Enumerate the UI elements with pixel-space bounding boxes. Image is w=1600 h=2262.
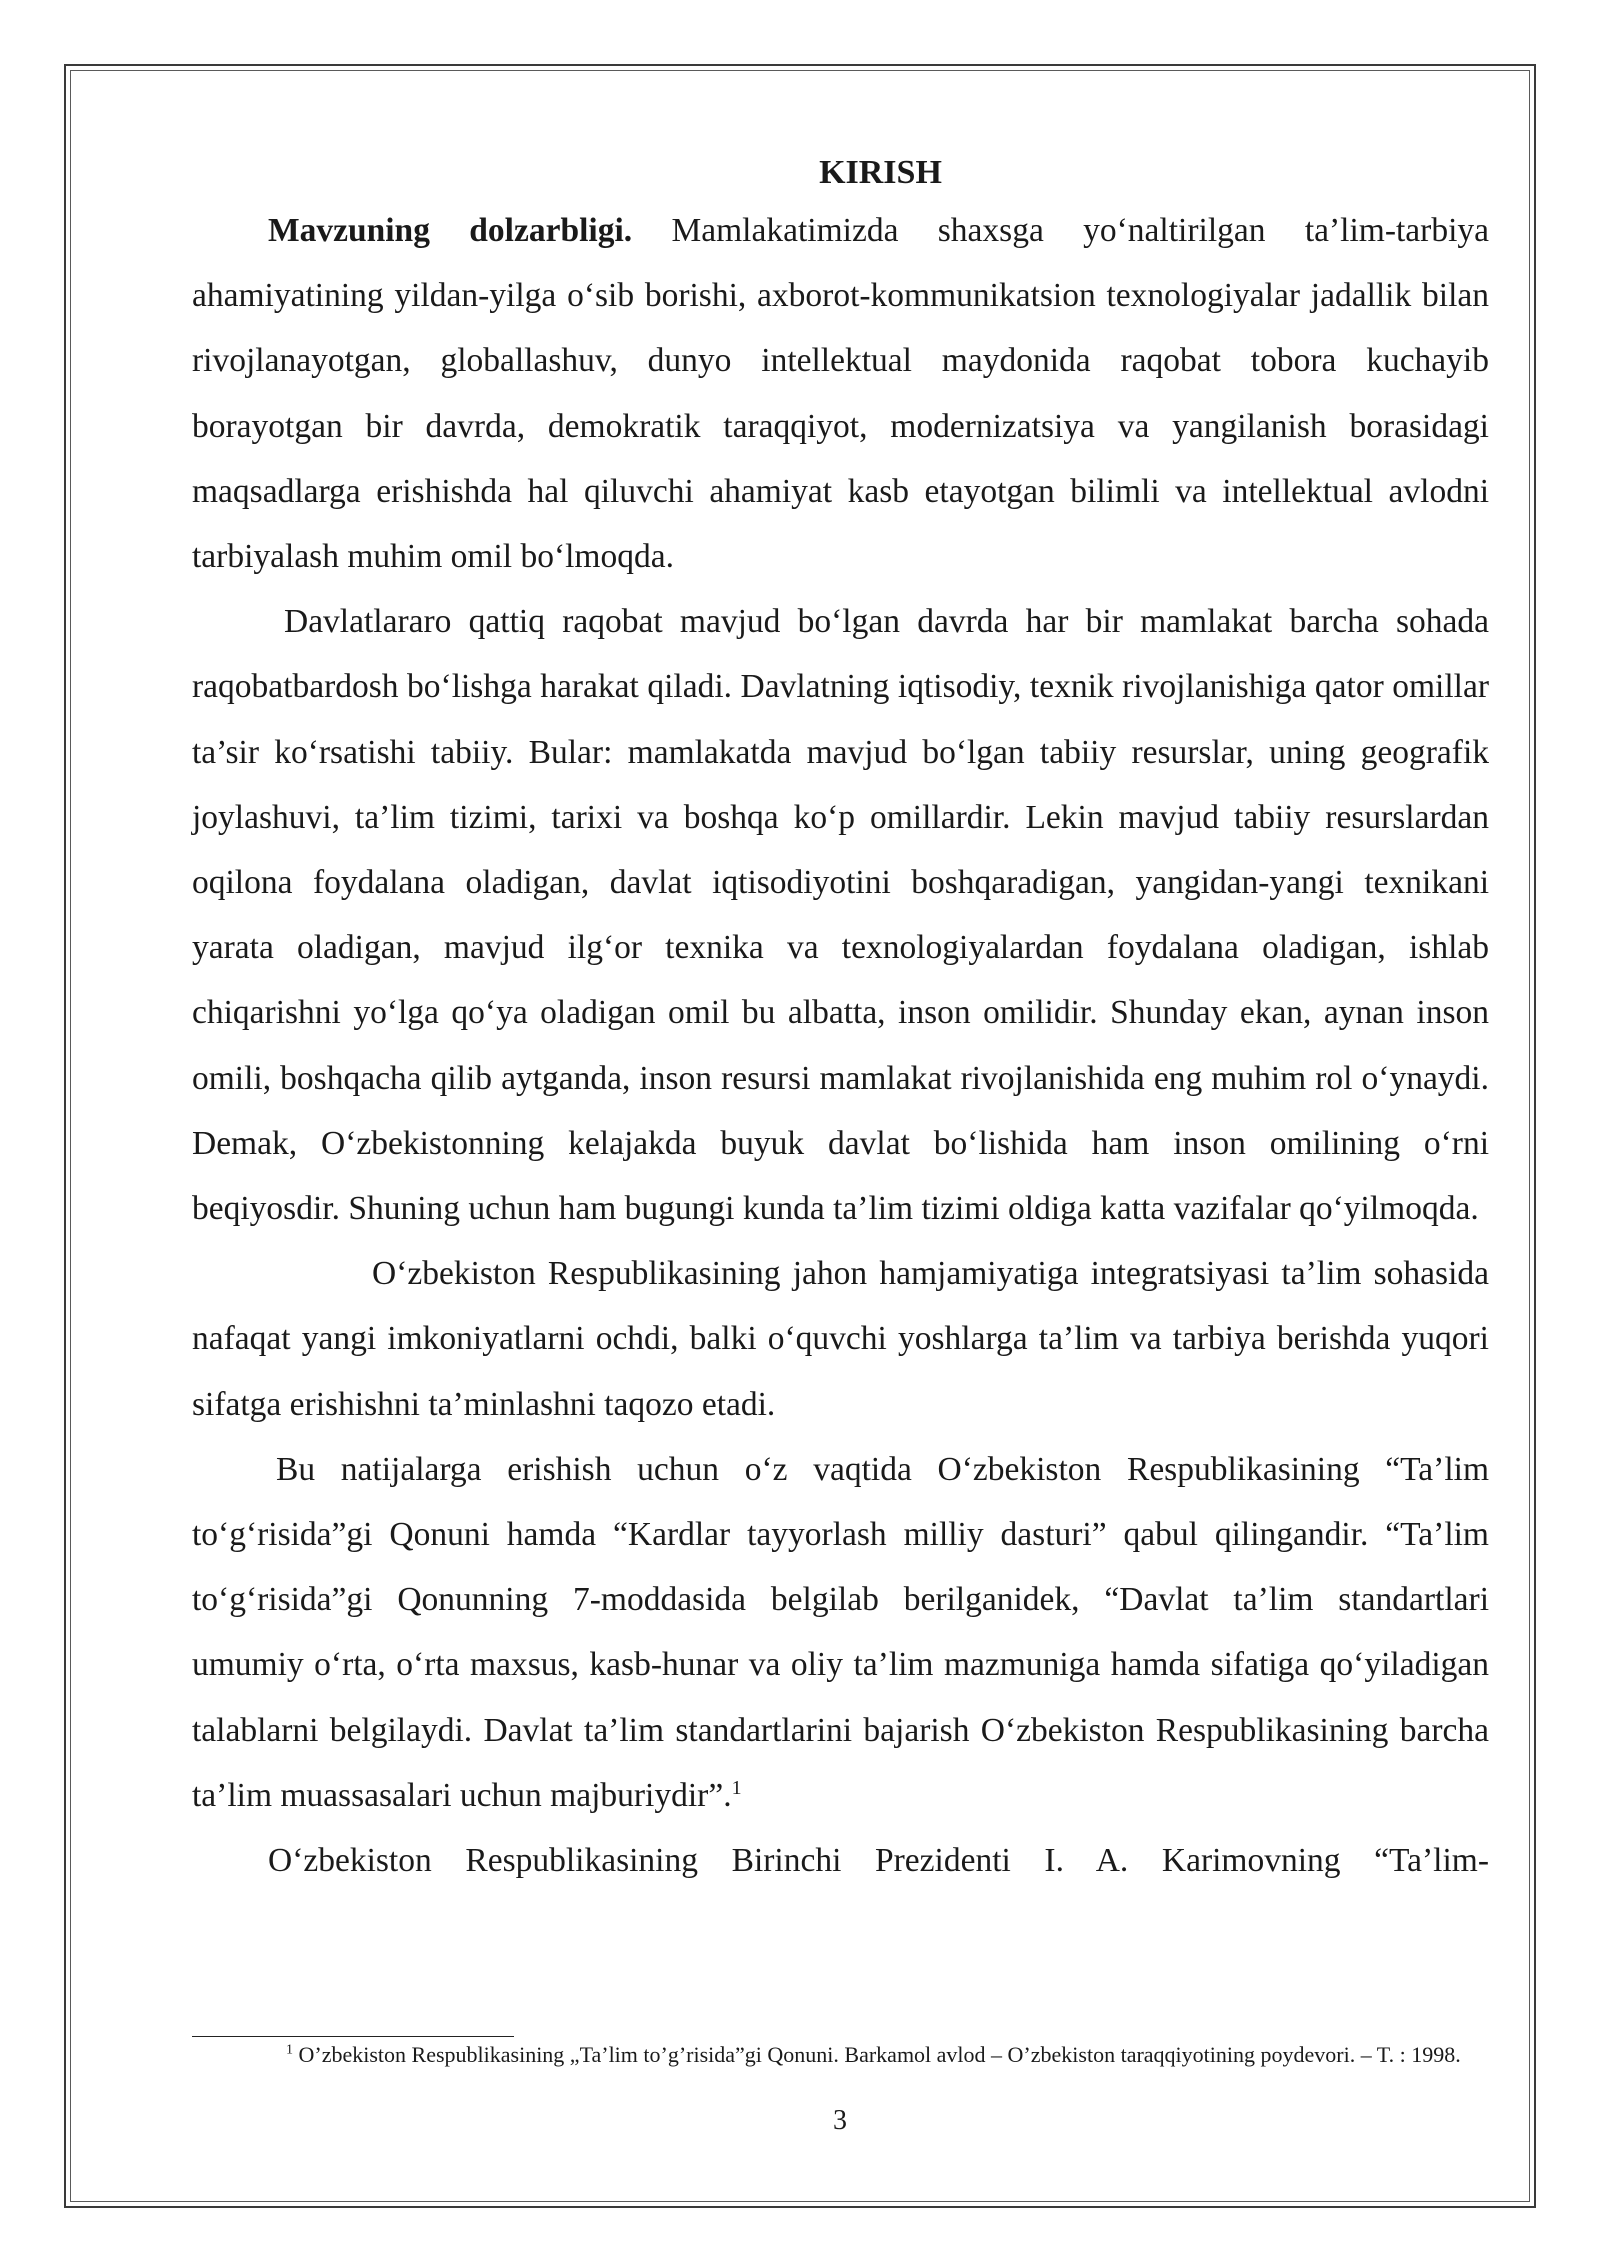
page-title: KIRISH xyxy=(819,154,942,191)
paragraph-law xyxy=(192,1437,1489,1828)
paragraph-lead-heading: Mavzuning dolzarbligi. xyxy=(268,212,633,249)
footnote-text: O’zbekiston Respublikasining „Ta’lim to’g’risida”gi Qonuni. Barkamol avlod – O’zbekiston taraqqiyotining poydevori. – T. : 1998. xyxy=(293,2042,1461,2067)
paragraph-text: Bu natijalarga erishish uchun o‘z vaqtida O‘zbekiston Respublikasining “Ta’lim to‘g‘risida”gi Qonuni hamda “Kardlar tayyorlash milliy dasturi” qabul qilingandir. “Ta’lim to‘g‘risida”gi Qonunning 7-moddasida belgilab berilganidek, “Davlat ta’lim standartlari umumiy o‘rta, o‘rta maxsus, kasb-hunar va oliy ta’lim mazmuniga hamda sifatiga qo‘yiladigan talablarni belgilaydi. Davlat ta’lim standartlarini bajarish O‘zbekiston Respublikasining barcha ta’lim muassasalari uchun majburiydir”. xyxy=(192,1450,1489,1814)
footnote-marker: 1 xyxy=(286,2042,293,2058)
paragraph-competition: Davlatlararo qattiq raqobat mavjud bo‘lgan davrda har bir mamlakat barcha sohada raqobatbardosh bo‘lishga harakat qiladi. Davlatning iqtisodiy, texnik rivojlanishiga qator omillar ta’sir ko‘rsatishi tabiiy. Bular: mamlakatda mavjud bo‘lgan tabiiy resurslar, uning geografik joylashuvi, ta’lim tizimi, tarixi va boshqa ko‘p omillardir. Lekin mavjud tabiiy resurslardan oqilona foydalana oladigan, davlat iqtisodiyotini boshqaradigan, yangidan-yangi texnikani yarata oladigan, mavjud ilg‘or texnika va texnologiyalardan foydalana oladigan, ishlab chiqarishni yo‘lga qo‘ya oladigan omil bu albatta, inson omilidir. Shunday ekan, aynan inson omili, boshqacha qilib aytganda, inson resursi mamlakat rivojlanishida eng muhim rol o‘ynaydi. Demak, O‘zbekistonning kelajakda buyuk davlat bo‘lishida ham inson omilining o‘rni beqiyosdir. Shuning uchun ham bugungi kunda ta’lim tizimi oldiga katta vazifalar qo‘yilmoqda. xyxy=(192,603,1489,1228)
paragraph-text: Mamlakatimizda shaxsga yo‘naltirilgan ta’lim-tarbiya ahamiyatining yildan-yilga o‘sib borishi, axborot-kommunikatsion texnologiyalar jadallik bilan rivojlanayotgan, globallashuv, dunyo intellektual maydonida raqobat tobora kuchayib borayotgan bir davrda, demokratik taraqqiyot, modernizatsiya va yangilanish borasidagi maqsadlarga erishishda hal qiluvchi ahamiyat kasb etayotgan bilimli va intellektual avlodni tarbiyalash muhim omil bo‘lmoqda. xyxy=(192,212,1489,576)
footnote xyxy=(192,2040,1489,2070)
paragraph-integration: O‘zbekiston Respublikasining jahon hamjamiyatiga integratsiyasi ta’lim sohasida nafaqat yangi imkoniyatlarni ochdi, balki o‘quvchi yoshlarga ta’lim va tarbiya berishda yuqori sifatga erishishni ta’minlashni taqozo etadi. xyxy=(192,1255,1489,1423)
document-body xyxy=(192,148,1489,1893)
paragraph-relevance xyxy=(192,198,1489,589)
footnote-reference[interactable]: 1 xyxy=(731,1776,742,1799)
page-number: 3 xyxy=(833,2105,847,2136)
footnote-separator xyxy=(192,2036,514,2037)
paragraph-continuation: O‘zbekiston Respublikasining Birinchi Prezidenti I. A. Karimovning “Ta’lim- xyxy=(268,1842,1489,1880)
